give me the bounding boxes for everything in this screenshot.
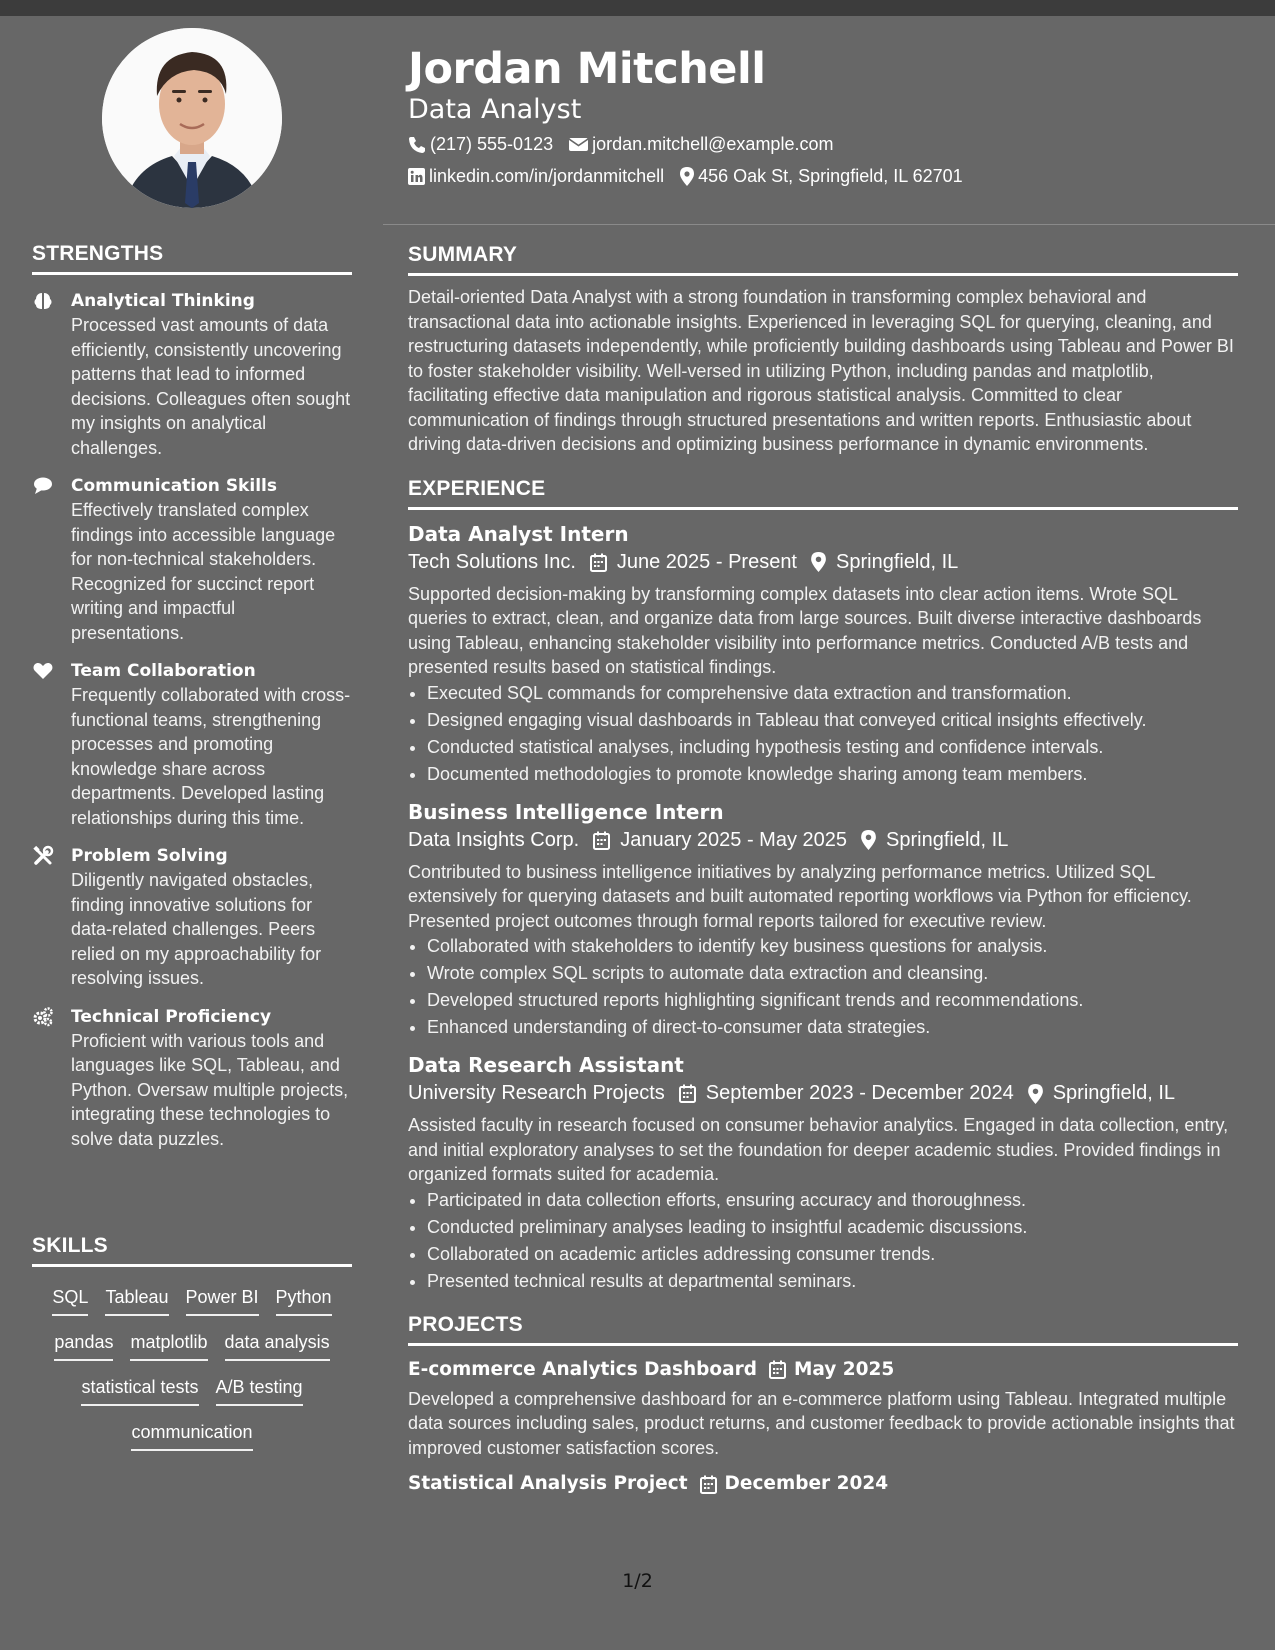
project-description: Developed a comprehensive dashboard for an e-commerce platform using Tableau. Integrated multiple data sources including sales, product returns, and customer feedback to provide actionable insights that improved customer satisfaction scores.	[408, 1388, 1235, 1458]
list-item: • Executed SQL commands for comprehensive data extraction and transformation.	[427, 680, 1238, 707]
strength-description: Proficient with various tools and languages like SQL, Tableau, and Python. Oversaw multiple projects, integrating these technologies to solve data puzzles.	[71, 1030, 349, 1149]
job-title: Data Analyst Intern	[408, 521, 629, 546]
job-dates: January 2025 - May 2025	[620, 828, 848, 851]
project-header	[408, 1356, 1238, 1384]
list-item: • Enhanced understanding of direct-to-consumer data strategies.	[427, 1014, 1238, 1041]
calendar-icon	[769, 1360, 786, 1379]
skill-tag: Power BI	[186, 1283, 259, 1316]
gears-icon	[32, 1006, 54, 1028]
list-item: • Wrote complex SQL scripts to automate data extraction and cleansing.	[427, 960, 1238, 987]
linkedin-text: linkedin.com/in/jordanmitchell	[429, 166, 665, 186]
strength-name: Team Collaboration	[71, 661, 256, 681]
project-entry	[408, 1470, 1238, 1498]
section-divider	[408, 1343, 1238, 1346]
brain-icon	[32, 290, 54, 312]
phone-icon	[408, 136, 426, 154]
job-bullets	[408, 680, 1238, 788]
header-divider	[383, 224, 1275, 225]
project-date: December 2024	[724, 1473, 889, 1494]
list-item: • Designed engaging visual dashboards in Tableau that conveyed critical insights effectively.	[427, 707, 1238, 734]
page-number: 1/2	[622, 1570, 653, 1592]
skill-tags	[32, 1283, 352, 1451]
top-bar	[0, 0, 1275, 16]
heart-icon	[32, 660, 54, 682]
list-item: • Documented methodologies to promote knowledge sharing among team members.	[427, 761, 1238, 788]
map-pin-icon	[1028, 1084, 1043, 1104]
strength-item	[32, 474, 352, 645]
project-entry	[408, 1356, 1238, 1461]
job-description: Supported decision-making by transforming complex datasets into clear action items. Wrote SQL queries to extract, clean, and organize data from large sources. Built diverse interactive dashboards using Tableau, enhancing stakeholder visibility into performance metrics. Conducted A/B tests and presented results based on statistical findings.	[408, 583, 1202, 677]
contact-address	[680, 166, 963, 187]
job-dates: September 2023 - December 2024	[705, 1082, 1014, 1104]
envelope-icon	[569, 137, 588, 152]
section-divider	[32, 272, 352, 275]
candidate-name: Jordan Mitchell	[408, 44, 766, 94]
job-description: Assisted faculty in research focused on consumer behavior analytics. Engaged in data collection, entry, and initial exploratory analyses to set the foundation for deeper academic studies. Provided findings in organized formats suited for academia.	[408, 1115, 1229, 1184]
job-meta	[408, 829, 1238, 852]
linkedin-icon	[408, 168, 425, 185]
job-description: Contributed to business intelligence initiatives by analyzing performance metrics. Utilized SQL extensively for querying datasets and built automated reporting workflows via Python for efficiency. Presented project outcomes through formal reports tailored for executive review.	[408, 861, 1192, 931]
list-item: • Conducted preliminary analyses leading to insightful academic discussions.	[427, 1214, 1238, 1241]
job-title: Business Intelligence Intern	[408, 799, 724, 824]
speech-bubble-icon	[32, 475, 54, 497]
calendar-icon	[700, 1475, 717, 1494]
strength-description: Diligently navigated obstacles, finding innovative solutions for data-related challenges. Peers relied on my approachability for resolving issues.	[71, 870, 322, 988]
contact-row	[408, 166, 979, 187]
calendar-icon	[590, 553, 607, 572]
profile-photo	[102, 28, 282, 208]
job-meta	[408, 1082, 1238, 1105]
job-entry	[408, 520, 1238, 788]
job-entry	[408, 1051, 1238, 1295]
phone-text: (217) 555-0123	[430, 134, 554, 154]
strengths-title: STRENGTHS	[32, 242, 164, 265]
strength-description: Processed vast amounts of data efficiently, consistently uncovering patterns that lead to informed decisions. Colleagues often sought my insights on analytical challenges.	[71, 315, 351, 458]
skills-title: SKILLS	[32, 1234, 108, 1257]
map-pin-icon	[861, 830, 876, 850]
projects-title: PROJECTS	[408, 1312, 523, 1336]
skill-tag: communication	[131, 1418, 252, 1451]
strength-item	[32, 1005, 352, 1152]
job-company: Tech Solutions Inc.	[408, 550, 576, 573]
strength-item	[32, 844, 352, 991]
job-company: University Research Projects	[408, 1082, 665, 1104]
resume-body	[408, 243, 1238, 1498]
section-divider	[32, 1264, 352, 1267]
skill-tag: A/B testing	[216, 1373, 303, 1406]
strength-item	[32, 659, 352, 830]
skill-tag: SQL	[52, 1283, 88, 1316]
strength-description: Effectively translated complex findings into accessible language for non-technical stakeholders. Recognized for succinct report writing and impactful presentations.	[71, 500, 336, 643]
list-item: • Participated in data collection efforts, ensuring accuracy and thoroughness.	[427, 1187, 1238, 1214]
job-meta	[408, 551, 1238, 574]
skill-tag: pandas	[54, 1328, 113, 1361]
contact-row	[408, 134, 849, 155]
list-item: • Conducted statistical analyses, including hypothesis testing and confidence intervals.	[427, 734, 1238, 761]
job-bullets	[408, 1187, 1238, 1295]
skill-tag: Tableau	[105, 1283, 168, 1316]
job-entry	[408, 798, 1238, 1042]
map-pin-icon	[680, 167, 694, 186]
job-bullets	[408, 933, 1238, 1041]
summary-title: SUMMARY	[408, 243, 518, 266]
contact-linkedin	[408, 166, 664, 187]
section-divider	[408, 507, 1238, 510]
summary-section	[408, 243, 1238, 457]
address-text: 456 Oak St, Springfield, IL 62701	[698, 166, 963, 186]
tools-icon	[32, 845, 54, 867]
skill-tag: matplotlib	[130, 1328, 207, 1361]
map-pin-icon	[811, 552, 826, 572]
project-date: May 2025	[793, 1358, 895, 1380]
list-item: • Collaborated with stakeholders to identify key business questions for analysis.	[427, 933, 1238, 960]
list-item: • Presented technical results at departmental seminars.	[427, 1268, 1238, 1295]
summary-text: Detail-oriented Data Analyst with a strong foundation in transforming complex behavioral and transactional data into actionable insights. Experienced in leveraging SQL for querying, cleaning, and restructuring datasets independently, while proficiently building dashboards using Tableau and Power BI to foster stakeholder visibility. Well-versed in utilizing Python, including pandas and matplotlib, facilitating effective data manipulation and rigorous statistical analysis. Committed to clear communication of findings through structured presentations and written reports. Enthusiastic about driving data-driven decisions and optimizing business performance in dynamic environments.	[408, 287, 1234, 454]
list-item: • Developed structured reports highlighting significant trends and recommendations.	[427, 987, 1238, 1014]
calendar-icon	[593, 831, 610, 850]
calendar-icon	[679, 1084, 696, 1103]
experience-section	[408, 477, 1238, 1295]
candidate-role: Data Analyst	[408, 94, 582, 125]
strength-name: Analytical Thinking	[71, 291, 255, 311]
job-title: Data Research Assistant	[408, 1053, 684, 1077]
contact-phone	[408, 134, 553, 155]
job-company: Data Insights Corp.	[408, 828, 580, 851]
strength-name: Technical Proficiency	[71, 1006, 272, 1027]
email-text: jordan.mitchell@example.com	[592, 134, 834, 154]
job-location: Springfield, IL	[1052, 1082, 1176, 1104]
strengths-section	[32, 242, 352, 1151]
skill-tag: Python	[276, 1283, 332, 1316]
job-location: Springfield, IL	[836, 550, 959, 573]
projects-section	[408, 1313, 1238, 1499]
section-divider	[408, 273, 1238, 276]
list-item: • Collaborated on academic articles addressing consumer trends.	[427, 1241, 1238, 1268]
project-name: E-commerce Analytics Dashboard	[408, 1358, 757, 1380]
job-location: Springfield, IL	[886, 828, 1009, 851]
strength-name: Problem Solving	[71, 846, 228, 866]
strength-item	[32, 289, 352, 460]
project-name: Statistical Analysis Project	[408, 1473, 688, 1494]
skills-section	[32, 1234, 352, 1451]
strength-name: Communication Skills	[71, 476, 277, 496]
strength-description: Frequently collaborated with cross-functional teams, strengthening processes and promoting knowledge share across departments. Developed lasting relationships during this time.	[71, 685, 351, 828]
experience-title: EXPERIENCE	[408, 476, 546, 500]
skill-tag: data analysis	[225, 1328, 330, 1361]
skill-tag: statistical tests	[81, 1373, 198, 1406]
project-header	[408, 1470, 1238, 1498]
job-dates: June 2025 - Present	[616, 550, 797, 573]
contact-email	[569, 134, 833, 155]
